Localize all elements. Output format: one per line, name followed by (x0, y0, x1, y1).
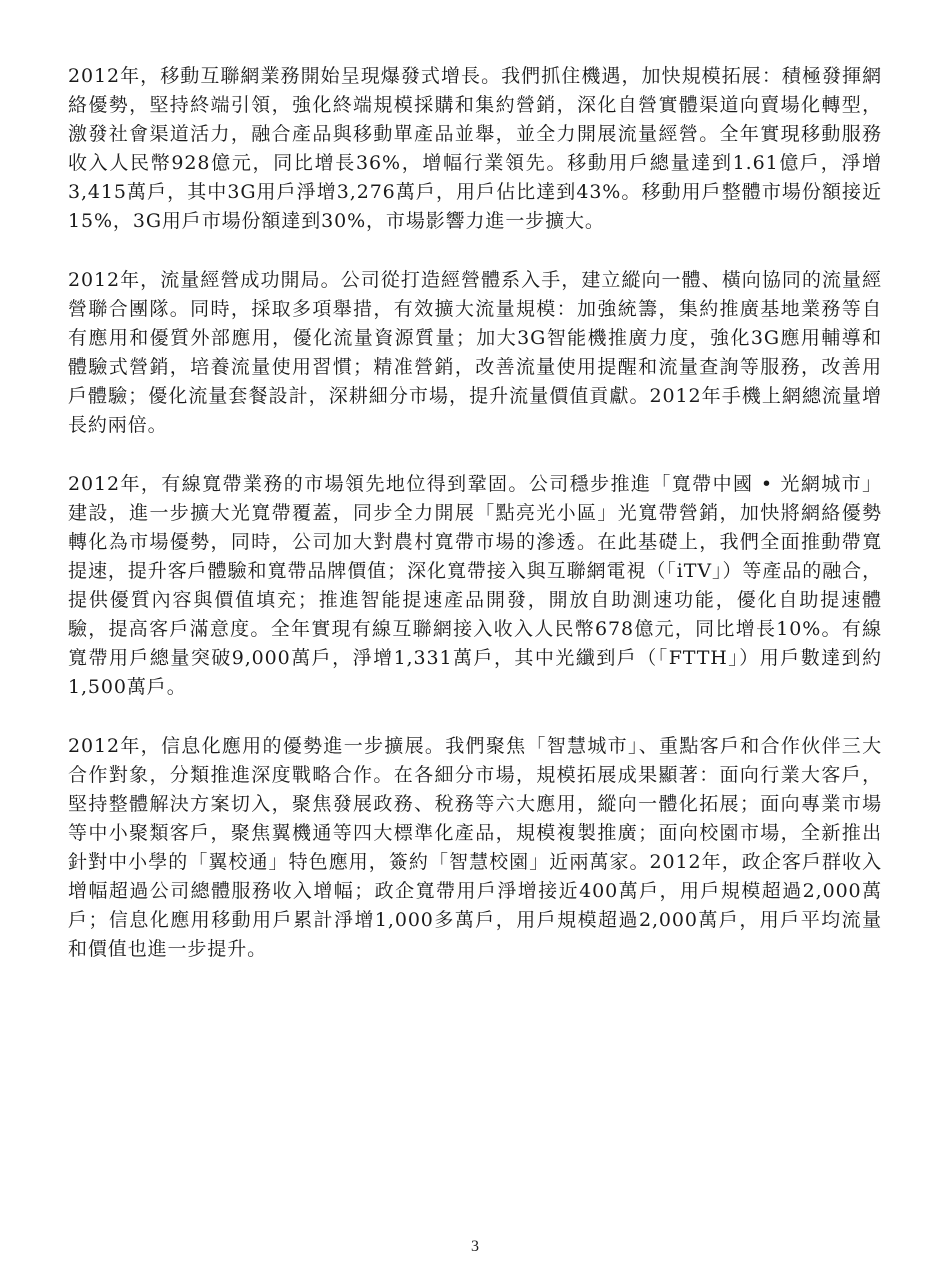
document-body (68, 62, 882, 994)
page-number: 3 (471, 1238, 479, 1255)
paragraph-traffic-operation: 2012年，流量經營成功開局。公司從打造經營體系入手，建立縱向一體、橫向協同的流量經營聯合團隊。同時，採取多項舉措，有效擴大流量規模：加強統籌，集約推廣基地業務等自有應用和優質外部應用，優化流量資源質量；加大3G智能機推廣力度，強化3G應用輔導和體驗式營銷，培養流量使用習慣；精准營銷，改善流量使用提醒和流量查詢等服務，改善用戶體驗；優化流量套餐設計，深耕細分市場，提升流量價值貢獻。2012年手機上網總流量增長約兩倍。 (68, 269, 882, 436)
paragraph-informatization-applications: 2012年，信息化應用的優勢進一步擴展。我們聚焦「智慧城市」、重點客戶和合作伙伴三大合作對象，分類推進深度戰略合作。在各細分市場，規模拓展成果顯著：面向行業大客戶，堅持整體解決方案切入，聚焦發展政務、稅務等六大應用，縱向一體化拓展；面向專業市場等中小聚類客戶，聚焦翼機通等四大標準化產品，規模複製推廣；面向校園市場，全新推出針對中小學的「翼校通」特色應用，簽約「智慧校園」近兩萬家。2012年，政企客戶群收入增幅超過公司總體服務收入增幅；政企寬帶用戶淨增接近400萬戶，用戶規模超過2,000萬戶；信息化應用移動用戶累計淨增1,000多萬戶，用戶規模超過2,000萬戶，用戶平均流量和價值也進一步提升。 (68, 735, 882, 960)
paragraph-wireline-broadband: 2012年，有線寬帶業務的市場領先地位得到鞏固。公司穩步推進「寬帶中國 • 光網城市」建設，進一步擴大光寬帶覆蓋，同步全力開展「點亮光小區」光寬帶營銷，加快將網絡優勢轉化為市場優勢，同時，公司加大對農村寬帶市場的滲透。在此基礎上，我們全面推動帶寬提速，提升客戶體驗和寬帶品牌價值；深化寬帶接入與互聯網電視（「iTV」）等產品的融合，提供優質內容與價值填充；推進智能提速產品開發，開放自助測速功能，優化自助提速體驗，提高客戶滿意度。全年實現有線互聯網接入收入人民幣678億元，同比增長10%。有線寬帶用戶總量突破9,000萬戶，淨增1,331萬戶，其中光纖到戶（「FTTH」）用戶數達到約1,500萬戶。 (68, 473, 882, 698)
paragraph-mobile-internet: 2012年，移動互聯網業務開始呈現爆發式增長。我們抓住機遇，加快規模拓展：積極發揮網絡優勢，堅持終端引領，強化終端規模採購和集約營銷，深化自營實體渠道向賣場化轉型，激發社會渠道活力，融合產品與移動單產品並舉，並全力開展流量經營。全年實現移動服務收入人民幣928億元，同比增長36%，增幅行業領先。移動用戶總量達到1.61億戶，淨增3,415萬戶，其中3G用戶淨增3,276萬戶，用戶佔比達到43%。移動用戶整體市場份額接近15%，3G用戶市場份額達到30%，市場影響力進一步擴大。 (68, 65, 882, 232)
